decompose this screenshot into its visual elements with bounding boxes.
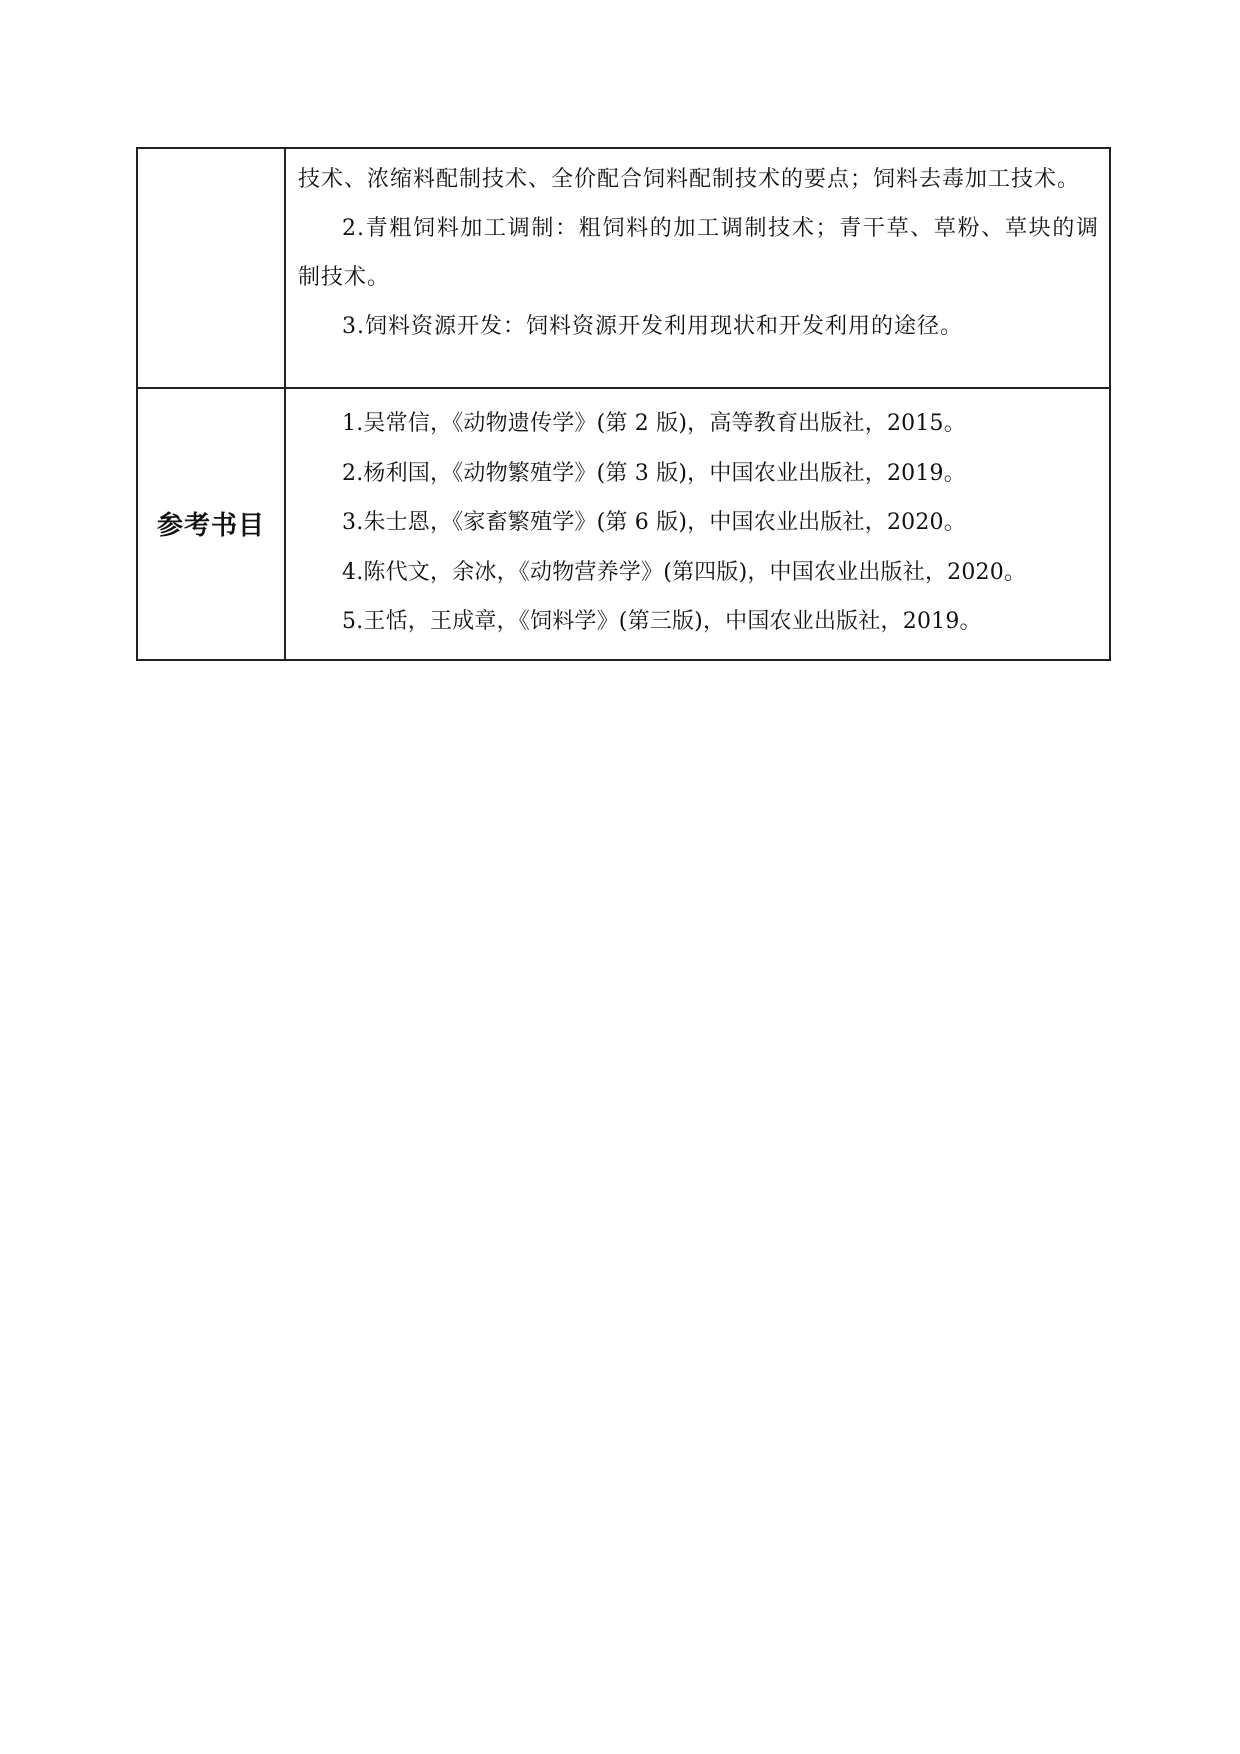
content-paragraph-3: 3.饲料资源开发：饲料资源开发利用现状和开发利用的途径。: [342, 314, 963, 339]
content-paragraph-1: 技术、浓缩料配制技术、全价配合饲料配制技术的要点；饲料去毒加工技术。: [298, 167, 1081, 192]
reference-list: [298, 395, 1099, 651]
content-paragraph-2: 2.青粗饲料加工调制：粗饲料的加工调制技术；青干草、草粉、草块的调制技术。: [298, 216, 1099, 290]
reference-item-4: 4.陈代文，余冰，《动物营养学》(第四版)，中国农业出版社，2020。: [342, 559, 1027, 585]
content-row: [137, 148, 1110, 388]
reference-row: [137, 388, 1110, 660]
reference-item-3: 3.朱士恩，《家畜繁殖学》(第 6 版)，中国农业出版社，2020。: [342, 510, 966, 535]
reference-item-5: 5.王恬，王成章，《饲料学》(第三版)，中国农业出版社，2019。: [342, 609, 982, 634]
reference-row-label: 参考书目: [137, 388, 285, 660]
reference-item-2: 2.杨利国，《动物繁殖学》(第 3 版)，中国农业出版社，2019。: [342, 460, 966, 486]
content-row-label: [137, 148, 285, 388]
syllabus-table: [136, 147, 1111, 661]
reference-row-body: [285, 388, 1110, 660]
reference-item-1: 1.吴常信，《动物遗传学》(第 2 版)，高等教育出版社，2015。: [342, 411, 966, 436]
content-row-body: [285, 148, 1110, 388]
